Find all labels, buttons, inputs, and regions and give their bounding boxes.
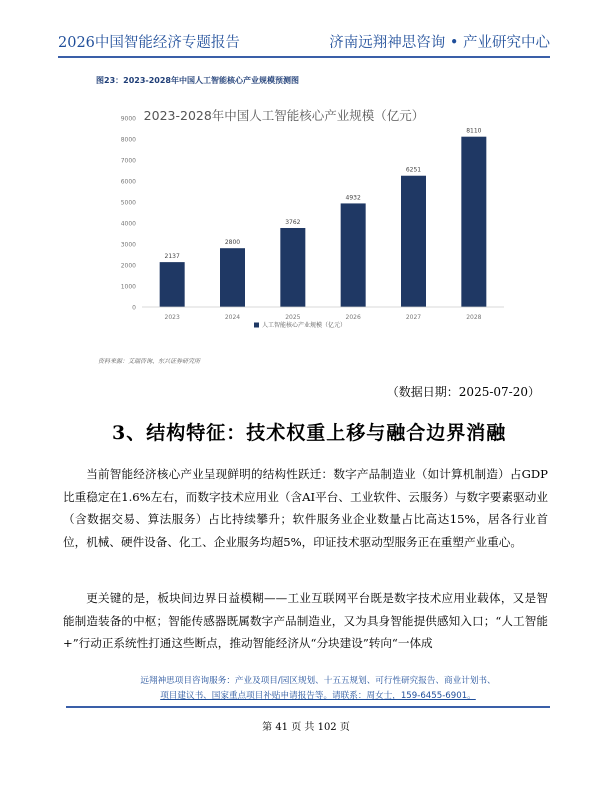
page-number: 第 41 页 共 102 页 bbox=[262, 722, 350, 733]
bar bbox=[160, 262, 185, 307]
x-tick-label: 2025 bbox=[285, 314, 301, 321]
header-title: 2026中国智能经济专题报告 bbox=[58, 35, 240, 51]
legend-swatch bbox=[254, 323, 259, 328]
data-date: （数据日期：2025-07-20） bbox=[386, 385, 540, 399]
y-tick-label: 5000 bbox=[120, 199, 136, 207]
bar-value-label: 4932 bbox=[345, 194, 361, 202]
bar bbox=[341, 203, 366, 307]
bar-value-label: 3762 bbox=[285, 218, 301, 226]
bar bbox=[401, 176, 426, 307]
footer-line-1: 远翔神思项目咨询服务：产业及项目/园区规划、十五五规划、可行性研究报告、商业计划书、 bbox=[140, 676, 496, 686]
paragraph-1-text: 当前智能经济核心产业呈现鲜明的结构性跃迁：数字产品制造业（如计算机制造）占GDP比重稳定在1.6%左右，而数字技术应用业（含AI平台、工业软件、云服务）与数字要素驱动业（含数据交易、算法服务）占比持续攀升；软件服务业企业数量占比高达15%，居各行业首位，机械、硬件设备、化工、企业服务均超5%，印证技术驱动型服务正在重塑产业重心。 bbox=[63, 467, 548, 549]
y-tick-label: 6000 bbox=[120, 178, 136, 186]
x-tick-label: 2024 bbox=[224, 314, 241, 321]
paragraph-1 bbox=[63, 463, 548, 553]
y-tick-label: 9000 bbox=[120, 115, 136, 123]
paragraph-2-text: 更关键的是，板块间边界日益模糊——工业互联网平台既是数字技术应用业载体，又是智能制造装备的中枢；智能传感器既属数字产品制造业，又为具身智能提供感知入口；“人工智能+”行动正系统性打通这些断点，推动智能经济从“分块建设”转向“一体成 bbox=[63, 591, 548, 650]
section-title: 3、结构特征：技术权重上移与融合边界消融 bbox=[112, 422, 507, 444]
paragraph-2 bbox=[63, 587, 548, 655]
page-header bbox=[58, 28, 550, 58]
footer-rule bbox=[66, 706, 550, 708]
bar-value-label: 2137 bbox=[164, 253, 180, 261]
legend-label: 人工智能核心产业规模（亿元） bbox=[262, 322, 347, 329]
x-tick-label: 2026 bbox=[345, 314, 361, 321]
footer-line-2: 项目建议书、国家重点项目补贴申请报告等。请联系：周女士，159-6455-6901。 bbox=[160, 691, 476, 701]
y-tick-label: 4000 bbox=[120, 220, 136, 228]
bar-value-label: 2800 bbox=[224, 239, 241, 247]
bar-chart bbox=[94, 93, 514, 348]
bar-value-label: 6251 bbox=[405, 166, 422, 174]
x-tick-label: 2027 bbox=[405, 314, 422, 321]
bar bbox=[280, 228, 305, 307]
figure-caption: 图23：2023-2028年中国人工智能核心产业规模预测图 bbox=[96, 76, 299, 85]
y-tick-label: 8000 bbox=[120, 136, 136, 144]
bar bbox=[220, 248, 245, 307]
footer-contact bbox=[96, 674, 540, 704]
chart-title: 2023-2028年中国人工智能核心产业规模（亿元） bbox=[143, 108, 425, 123]
x-tick-label: 2023 bbox=[164, 314, 180, 321]
y-tick-label: 3000 bbox=[120, 241, 136, 249]
y-tick-label: 0 bbox=[132, 304, 136, 312]
header-org: 济南远翔神思咨询 • 产业研究中心 bbox=[329, 35, 550, 51]
y-tick-label: 1000 bbox=[120, 283, 136, 291]
bar-value-label: 8110 bbox=[466, 127, 482, 135]
y-tick-label: 7000 bbox=[120, 157, 136, 165]
y-tick-label: 2000 bbox=[120, 262, 136, 270]
bar bbox=[461, 137, 486, 307]
source-note: 资料来源：艾瑞咨询、东兴证券研究所 bbox=[98, 358, 201, 365]
x-tick-label: 2028 bbox=[466, 314, 482, 321]
